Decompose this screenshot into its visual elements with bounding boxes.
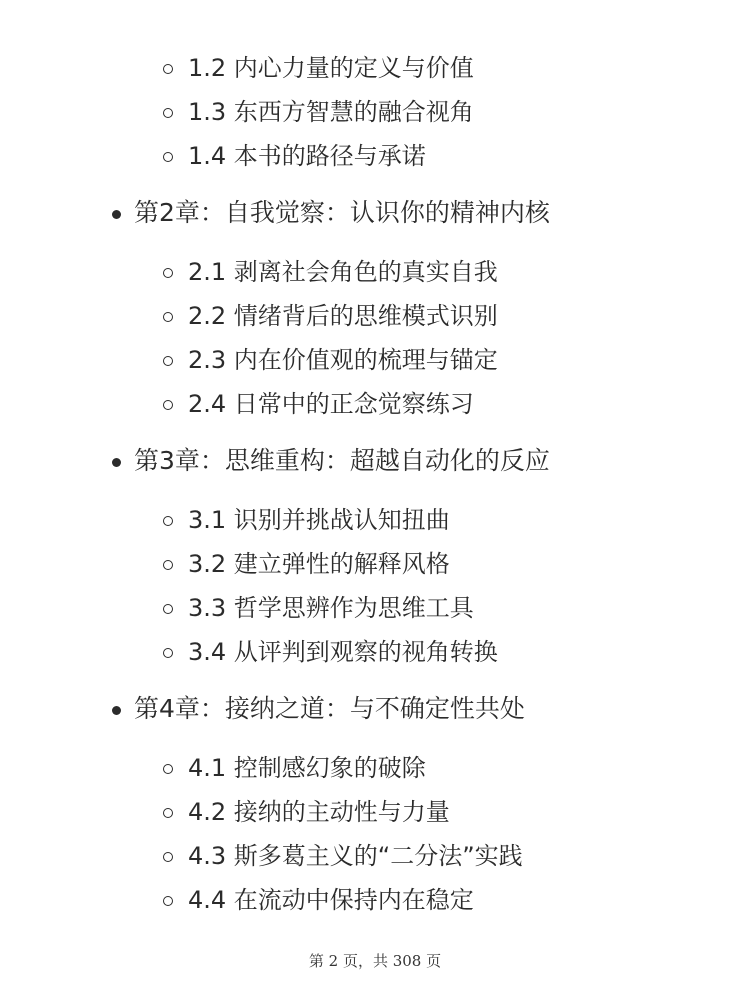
toc-chapter-4 (0, 687, 750, 731)
toc-chapter-2 (0, 191, 750, 235)
toc-section-title: 3.2 建立弹性的解释风格 (188, 550, 450, 578)
hollow-bullet-icon (163, 356, 173, 366)
page-number-footer: 第 2 页，共 308 页 (308, 952, 442, 970)
toc-section-3-1 (0, 498, 750, 542)
toc-section-2-2 (0, 294, 750, 338)
toc-section-title: 1.4 本书的路径与承诺 (188, 142, 426, 170)
toc-section-3-2 (0, 542, 750, 586)
hollow-bullet-icon (163, 808, 173, 818)
hollow-bullet-icon (163, 896, 173, 906)
toc-section-title: 3.3 哲学思辨作为思维工具 (188, 594, 474, 622)
toc-section-title: 2.2 情绪背后的思维模式识别 (188, 302, 498, 330)
toc-section-title: 2.1 剥离社会角色的真实自我 (188, 258, 498, 286)
hollow-bullet-icon (163, 560, 173, 570)
table-of-contents (0, 46, 750, 922)
toc-section-1-4 (0, 134, 750, 178)
toc-section-1-3 (0, 90, 750, 134)
toc-section-title: 4.4 在流动中保持内在稳定 (188, 886, 474, 914)
hollow-bullet-icon (163, 108, 173, 118)
toc-chapter-title: 第4章：接纳之道：与不确定性共处 (134, 694, 525, 723)
toc-section-title: 1.2 内心力量的定义与价值 (188, 54, 474, 82)
solid-bullet-icon (112, 706, 121, 715)
toc-section-title: 2.4 日常中的正念觉察练习 (188, 390, 474, 418)
toc-section-2-4 (0, 382, 750, 426)
toc-section-title: 3.4 从评判到观察的视角转换 (188, 638, 498, 666)
toc-section-2-1 (0, 250, 750, 294)
hollow-bullet-icon (163, 604, 173, 614)
hollow-bullet-icon (163, 516, 173, 526)
hollow-bullet-icon (163, 268, 173, 278)
toc-section-2-3 (0, 338, 750, 382)
hollow-bullet-icon (163, 152, 173, 162)
toc-section-1-2 (0, 46, 750, 90)
toc-section-title: 4.2 接纳的主动性与力量 (188, 798, 450, 826)
hollow-bullet-icon (163, 852, 173, 862)
toc-section-4-4 (0, 878, 750, 922)
toc-chapter-title: 第3章：思维重构：超越自动化的反应 (134, 446, 550, 475)
hollow-bullet-icon (163, 764, 173, 774)
toc-section-4-3 (0, 834, 750, 878)
solid-bullet-icon (112, 210, 121, 219)
toc-section-title: 2.3 内在价值观的梳理与锚定 (188, 346, 498, 374)
toc-section-title: 4.1 控制感幻象的破除 (188, 754, 426, 782)
toc-chapter-3 (0, 439, 750, 483)
toc-section-3-3 (0, 586, 750, 630)
toc-section-title: 4.3 斯多葛主义的“二分法”实践 (188, 842, 523, 870)
toc-section-3-4 (0, 630, 750, 674)
toc-section-title: 3.1 识别并挑战认知扭曲 (188, 506, 450, 534)
hollow-bullet-icon (163, 64, 173, 74)
toc-chapter-title: 第2章：自我觉察：认识你的精神内核 (134, 198, 550, 227)
toc-section-title: 1.3 东西方智慧的融合视角 (188, 98, 474, 126)
hollow-bullet-icon (163, 648, 173, 658)
hollow-bullet-icon (163, 312, 173, 322)
hollow-bullet-icon (163, 400, 173, 410)
solid-bullet-icon (112, 458, 121, 467)
toc-section-4-2 (0, 790, 750, 834)
toc-section-4-1 (0, 746, 750, 790)
